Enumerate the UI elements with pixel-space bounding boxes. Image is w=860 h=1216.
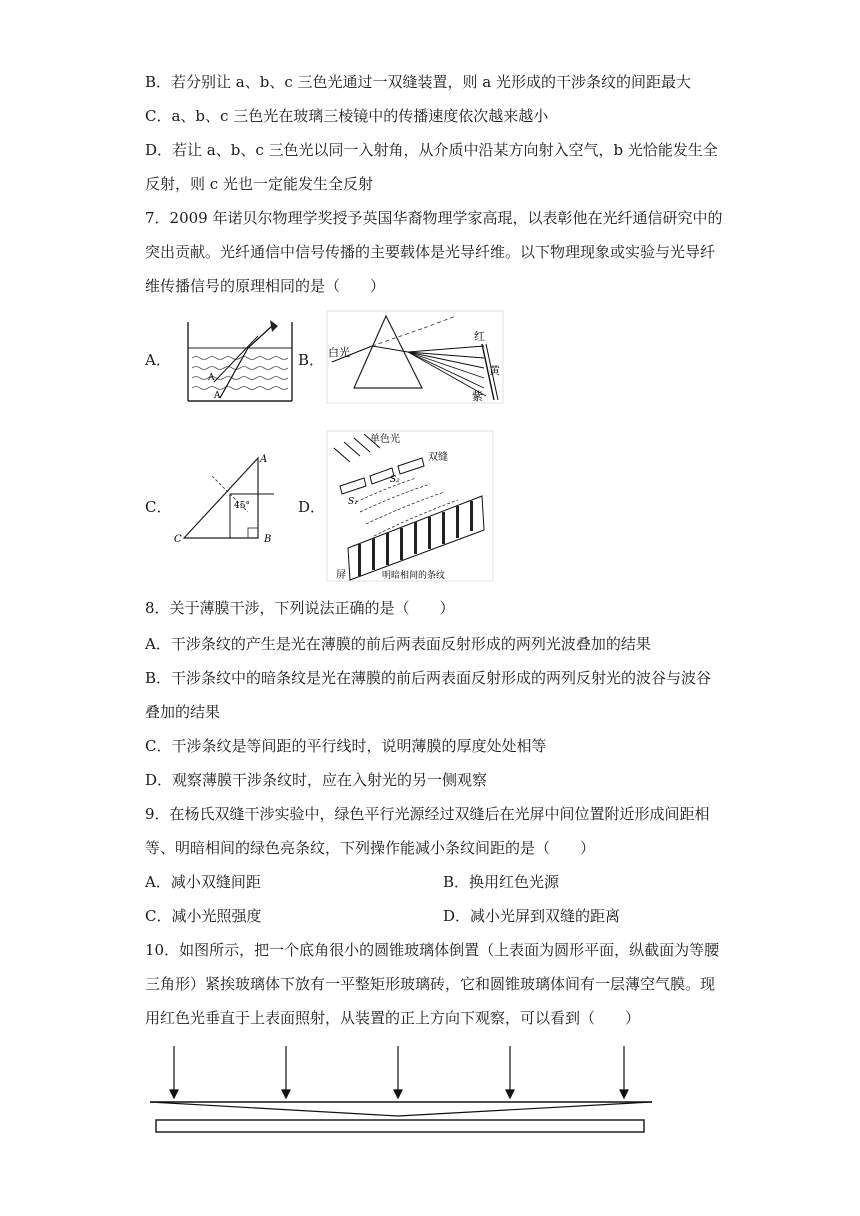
q8-option-a: A．干涉条纹的产生是光在薄膜的前后两表面反射形成的两列光波叠加的结果 xyxy=(145,635,651,653)
q9-option-b: B．换用红色光源 xyxy=(443,873,560,891)
fig-c-angle: 45° xyxy=(234,501,250,511)
eye-icon xyxy=(270,320,278,332)
fig-b-yellow: 黄 xyxy=(489,364,500,377)
fig-b-red: 红 xyxy=(474,330,485,343)
fig-c-label-a: A xyxy=(260,454,268,465)
q6-option-d-line2: 反射，则 c 光也一定能发生全反射 xyxy=(145,175,373,193)
q9-option-c: C．减小光照强度 xyxy=(145,907,262,925)
fig-a-label-a: A xyxy=(208,373,215,383)
q7-figure-d xyxy=(326,430,494,582)
fig-d-screen: 屏 xyxy=(336,570,346,581)
q7-stem-line3: 维传播信号的原理相同的是（ ） xyxy=(145,277,386,295)
fig-b-white-light: 白光 xyxy=(328,346,350,359)
q8-option-d: D．观察薄膜干涉条纹时，应在入射光的另一侧观察 xyxy=(145,771,488,789)
fig-d-slits: 双缝 xyxy=(428,452,448,463)
fig-d-s1: S₁ xyxy=(348,497,358,507)
q6-option-b: B．若分别让 a、b、c 三色光通过一双缝装置，则 a 光形成的干涉条纹的间距最大 xyxy=(145,73,691,91)
q10-figure xyxy=(148,1044,654,1136)
q9-option-a: A．减小双缝间距 xyxy=(145,873,261,891)
q9-stem-line1: 9．在杨氏双缝干涉实验中，绿色平行光源经过双缝后在光屏中间位置附近形成间距相 xyxy=(145,805,710,823)
q10-stem-line1: 10．如图所示，把一个底角很小的圆锥玻璃体倒置（上表面为圆形平面，纵截面为等腰 xyxy=(145,941,720,959)
q7-option-d-label: D． xyxy=(298,498,326,516)
fig-c-label-b: B xyxy=(264,534,272,545)
q7-option-a-label: A． xyxy=(145,351,171,369)
fig-d-s2: S₂ xyxy=(390,475,400,485)
q9-stem-line2: 等、明暗相间的绿色亮条纹，下列操作能减小条纹间距的是（ ） xyxy=(145,839,596,857)
q6-option-d-line1: D．若让 a、b、c 三色光以同一入射角，从介质中沿某方向射入空气，b 光恰能发生全 xyxy=(145,141,718,159)
q10-stem-line3: 用红色光垂直于上表面照射，从装置的正上方向下观察，可以看到（ ） xyxy=(145,1009,641,1027)
q8-option-c: C．干涉条纹是等间距的平行线时，说明薄膜的厚度处处相等 xyxy=(145,737,547,755)
q7-figure-b xyxy=(326,310,504,404)
fig-a-label-a2: A xyxy=(214,391,221,401)
q7-option-c-label: C． xyxy=(145,498,172,516)
q8-stem: 8．关于薄膜干涉，下列说法正确的是（ ） xyxy=(145,599,455,617)
fig-d-mono: 单色光 xyxy=(370,434,400,445)
q7-stem-line2: 突出贡献。光纤通信中信号传播的主要载体是光导纤维。以下物理现象或实验与光导纤 xyxy=(145,243,716,261)
q7-figure-c xyxy=(170,448,280,548)
q7-option-b-label: B． xyxy=(298,351,325,369)
q6-option-c: C．a、b、c 三色光在玻璃三棱镜中的传播速度依次越来越小 xyxy=(145,107,549,125)
fig-b-violet: 紫 xyxy=(472,390,483,403)
fig-c-label-c: C xyxy=(174,534,182,545)
fig-d-fringes: 明暗相间的条纹 xyxy=(382,571,446,581)
q10-stem-line2: 三角形）紧挨玻璃体下放有一平整矩形玻璃砖，它和圆锥玻璃体间有一层薄空气膜。现 xyxy=(145,975,716,993)
q8-option-b-line1: B．干涉条纹中的暗条纹是光在薄膜的前后两表面反射形成的两列反射光的波谷与波谷 xyxy=(145,669,712,687)
q7-figure-a xyxy=(186,316,296,404)
q9-option-d: D．减小光屏到双缝的距离 xyxy=(443,907,621,925)
q7-stem-line1: 7．2009 年诺贝尔物理学奖授予英国华裔物理学家高琨，以表彰他在光纤通信研究中的 xyxy=(145,209,723,227)
q8-option-b-line2: 叠加的结果 xyxy=(145,703,221,721)
